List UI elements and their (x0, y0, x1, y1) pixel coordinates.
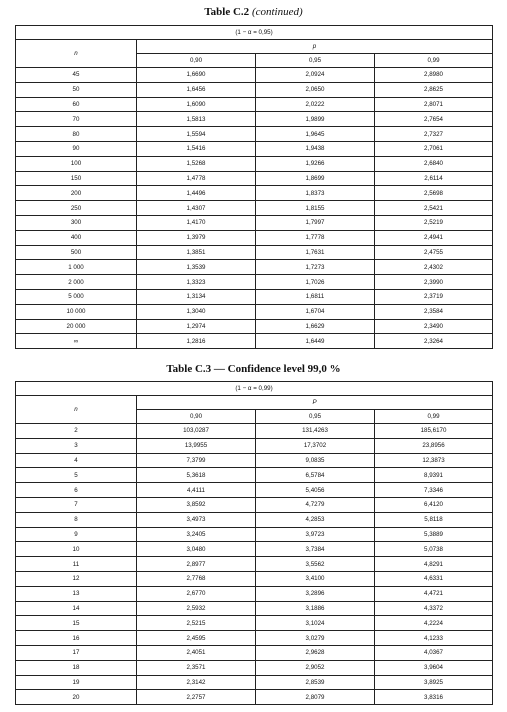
p095-cell: 1,7778 (256, 230, 375, 245)
p099-cell: 2,8625 (375, 82, 493, 97)
p099-cell: 4,0367 (375, 645, 493, 660)
n-cell: 9 (16, 527, 137, 542)
n-cell: 14 (16, 601, 137, 616)
p099-cell: 5,0738 (375, 542, 493, 557)
p090-cell: 3,0480 (137, 542, 256, 557)
n-cell: 70 (16, 112, 137, 127)
table-row (16, 675, 493, 690)
p099-cell: 4,1233 (375, 631, 493, 646)
p099-cell: 4,2224 (375, 616, 493, 631)
p099-cell: 4,8291 (375, 557, 493, 572)
n-cell: 80 (16, 127, 137, 142)
n-cell: 2 000 (16, 275, 137, 290)
table-row (16, 127, 493, 142)
n-cell: 10 (16, 542, 137, 557)
p095-cell: 6,5784 (256, 468, 375, 483)
table-row (16, 319, 493, 334)
table-row (16, 156, 493, 171)
table-row (16, 304, 493, 319)
p090-cell: 3,2405 (137, 527, 256, 542)
p095-cell: 1,6629 (256, 319, 375, 334)
p090-cell: 1,4307 (137, 201, 256, 216)
table-row (16, 571, 493, 586)
p090-cell: 1,5594 (137, 127, 256, 142)
p095-cell: 4,7279 (256, 497, 375, 512)
p099-cell: 4,4721 (375, 586, 493, 601)
p095-cell: 3,9723 (256, 527, 375, 542)
p095-cell: 1,8155 (256, 201, 375, 216)
p099-cell: 3,8316 (375, 690, 493, 705)
n-cell: 16 (16, 631, 137, 646)
p095-cell: 2,0924 (256, 68, 375, 83)
n-cell: 18 (16, 660, 137, 675)
p099-cell: 2,7327 (375, 127, 493, 142)
p090-cell: 1,4170 (137, 215, 256, 230)
p090-cell: 1,5268 (137, 156, 256, 171)
p090-cell: 2,5932 (137, 601, 256, 616)
n-cell: 60 (16, 97, 137, 112)
n-cell: 1 000 (16, 260, 137, 275)
p090-cell: 2,6770 (137, 586, 256, 601)
p099-cell: 2,5698 (375, 186, 493, 201)
table-c3-confidence-header: (1 − α = 0,99) (16, 382, 493, 396)
table-row (16, 497, 493, 512)
p099-cell: 3,8925 (375, 675, 493, 690)
table-c3-p-col-3: 0,99 (375, 410, 493, 424)
p095-cell: 3,1024 (256, 616, 375, 631)
p090-cell: 3,8592 (137, 497, 256, 512)
p095-cell: 1,7026 (256, 275, 375, 290)
table-row (16, 186, 493, 201)
p099-cell: 5,3889 (375, 527, 493, 542)
table-c3 (15, 381, 493, 705)
table-row (16, 527, 493, 542)
p099-cell: 4,3372 (375, 601, 493, 616)
table-row (16, 141, 493, 156)
p090-cell: 7,3799 (137, 453, 256, 468)
p099-cell: 2,3490 (375, 319, 493, 334)
n-cell: 11 (16, 557, 137, 572)
n-cell: 250 (16, 201, 137, 216)
table-row (16, 512, 493, 527)
p090-cell: 2,2757 (137, 690, 256, 705)
p090-cell: 1,6690 (137, 68, 256, 83)
p090-cell: 1,2974 (137, 319, 256, 334)
n-cell: 150 (16, 171, 137, 186)
p095-cell: 131,4263 (256, 424, 375, 439)
p090-cell: 1,3851 (137, 245, 256, 260)
p095-cell: 17,3702 (256, 438, 375, 453)
p099-cell: 2,7654 (375, 112, 493, 127)
n-cell: 20 000 (16, 319, 137, 334)
p099-cell: 2,5421 (375, 201, 493, 216)
table-c2 (15, 25, 493, 349)
table-row (16, 112, 493, 127)
p090-cell: 1,3979 (137, 230, 256, 245)
n-cell: 6 (16, 483, 137, 498)
table-row (16, 468, 493, 483)
table-row (16, 601, 493, 616)
p095-cell: 1,9266 (256, 156, 375, 171)
n-cell: 500 (16, 245, 137, 260)
p095-cell: 3,0279 (256, 631, 375, 646)
p099-cell: 2,4755 (375, 245, 493, 260)
p090-cell: 1,3040 (137, 304, 256, 319)
n-cell: 400 (16, 230, 137, 245)
n-cell: 4 (16, 453, 137, 468)
p095-cell: 2,9628 (256, 645, 375, 660)
p099-cell: 2,6840 (375, 156, 493, 171)
n-cell: 5 (16, 468, 137, 483)
p099-cell: 2,3264 (375, 334, 493, 349)
table-row (16, 557, 493, 572)
p090-cell: 1,6456 (137, 82, 256, 97)
p099-cell: 2,7061 (375, 141, 493, 156)
p095-cell: 2,9052 (256, 660, 375, 675)
p095-cell: 1,6811 (256, 289, 375, 304)
n-cell: 2 (16, 424, 137, 439)
n-cell: 10 000 (16, 304, 137, 319)
table-row (16, 260, 493, 275)
p099-cell: 7,3346 (375, 483, 493, 498)
p095-cell: 2,8539 (256, 675, 375, 690)
n-cell: 19 (16, 675, 137, 690)
p095-cell: 1,6704 (256, 304, 375, 319)
table-row (16, 215, 493, 230)
n-cell: 17 (16, 645, 137, 660)
p090-cell: 3,4973 (137, 512, 256, 527)
p099-cell: 4,6331 (375, 571, 493, 586)
p090-cell: 2,5215 (137, 616, 256, 631)
table-c3-title: Table C.3 — Confidence level 99,0 % (166, 363, 341, 375)
table-c2-p-col-2: 0,95 (256, 54, 375, 68)
p090-cell: 1,5416 (137, 141, 256, 156)
p099-cell: 12,3873 (375, 453, 493, 468)
p090-cell: 1,6090 (137, 97, 256, 112)
table-row (16, 453, 493, 468)
table-row (16, 68, 493, 83)
p090-cell: 1,3323 (137, 275, 256, 290)
p099-cell: 2,8980 (375, 68, 493, 83)
table-row (16, 631, 493, 646)
p095-cell: 1,7631 (256, 245, 375, 260)
table-c2-body (16, 68, 493, 349)
p099-cell: 185,6170 (375, 424, 493, 439)
p095-cell: 9,0835 (256, 453, 375, 468)
p090-cell: 13,9955 (137, 438, 256, 453)
n-cell: 13 (16, 586, 137, 601)
p095-cell: 1,9438 (256, 141, 375, 156)
p095-cell: 3,4100 (256, 571, 375, 586)
p090-cell: 5,3618 (137, 468, 256, 483)
table-c2-confidence-header: (1 − α = 0,95) (16, 26, 493, 40)
table-c3-p-col-1: 0,90 (137, 410, 256, 424)
table-row (16, 483, 493, 498)
p099-cell: 2,5219 (375, 215, 493, 230)
table-c3-body (16, 424, 493, 705)
p090-cell: 2,8977 (137, 557, 256, 572)
p095-cell: 1,6449 (256, 334, 375, 349)
table-row (16, 82, 493, 97)
table-c3-p-header: P (137, 396, 493, 410)
p090-cell: 1,4778 (137, 171, 256, 186)
n-cell: 15 (16, 616, 137, 631)
n-cell: 50 (16, 82, 137, 97)
p099-cell: 23,8956 (375, 438, 493, 453)
table-c2-title-main: Table C.2 (204, 6, 250, 18)
table-c2-n-header: n (16, 40, 137, 68)
n-cell: 3 (16, 438, 137, 453)
p090-cell: 2,3571 (137, 660, 256, 675)
n-cell: 20 (16, 690, 137, 705)
p090-cell: 2,3142 (137, 675, 256, 690)
p090-cell: 2,4051 (137, 645, 256, 660)
n-cell: 7 (16, 497, 137, 512)
p090-cell: 1,2816 (137, 334, 256, 349)
table-row (16, 171, 493, 186)
table-c3-n-header: n (16, 396, 137, 424)
p095-cell: 1,8373 (256, 186, 375, 201)
table-row (16, 616, 493, 631)
p095-cell: 4,2853 (256, 512, 375, 527)
table-row (16, 289, 493, 304)
p095-cell: 3,5562 (256, 557, 375, 572)
table-c2-title-suffix: (continued) (251, 6, 303, 18)
table-row (16, 334, 493, 349)
p095-cell: 1,8699 (256, 171, 375, 186)
p095-cell: 3,7384 (256, 542, 375, 557)
p095-cell: 3,2896 (256, 586, 375, 601)
table-row (16, 97, 493, 112)
table-row (16, 586, 493, 601)
p095-cell: 1,7997 (256, 215, 375, 230)
p095-cell: 2,0650 (256, 82, 375, 97)
table-c2-p-header: p (137, 40, 493, 54)
p099-cell: 5,8118 (375, 512, 493, 527)
n-cell: 200 (16, 186, 137, 201)
n-cell: 300 (16, 215, 137, 230)
p090-cell: 103,0287 (137, 424, 256, 439)
p099-cell: 8,9391 (375, 468, 493, 483)
p095-cell: 1,9899 (256, 112, 375, 127)
p099-cell: 2,3990 (375, 275, 493, 290)
p090-cell: 2,7768 (137, 571, 256, 586)
p095-cell: 5,4056 (256, 483, 375, 498)
table-row (16, 424, 493, 439)
table-row (16, 245, 493, 260)
p095-cell: 2,8079 (256, 690, 375, 705)
p095-cell: 1,9645 (256, 127, 375, 142)
p090-cell: 1,3539 (137, 260, 256, 275)
p099-cell: 2,4941 (375, 230, 493, 245)
p090-cell: 2,4595 (137, 631, 256, 646)
table-row (16, 660, 493, 675)
table-row (16, 275, 493, 290)
table-c2-title (0, 6, 507, 18)
p090-cell: 1,5813 (137, 112, 256, 127)
table-row (16, 230, 493, 245)
n-cell: ∞ (16, 334, 137, 349)
table-c3-p-col-2: 0,95 (256, 410, 375, 424)
n-cell: 45 (16, 68, 137, 83)
table-row (16, 690, 493, 705)
p095-cell: 3,1886 (256, 601, 375, 616)
p095-cell: 1,7273 (256, 260, 375, 275)
p090-cell: 1,3134 (137, 289, 256, 304)
p099-cell: 2,4302 (375, 260, 493, 275)
n-cell: 100 (16, 156, 137, 171)
table-row (16, 201, 493, 216)
table-row (16, 438, 493, 453)
p099-cell: 2,8071 (375, 97, 493, 112)
table-row (16, 645, 493, 660)
n-cell: 90 (16, 141, 137, 156)
p099-cell: 6,4120 (375, 497, 493, 512)
n-cell: 8 (16, 512, 137, 527)
p099-cell: 2,3719 (375, 289, 493, 304)
table-c2-p-col-1: 0,90 (137, 54, 256, 68)
table-c2-p-col-3: 0,99 (375, 54, 493, 68)
p099-cell: 3,9604 (375, 660, 493, 675)
n-cell: 12 (16, 571, 137, 586)
p095-cell: 2,0222 (256, 97, 375, 112)
n-cell: 5 000 (16, 289, 137, 304)
p099-cell: 2,3584 (375, 304, 493, 319)
p099-cell: 2,6114 (375, 171, 493, 186)
table-row (16, 542, 493, 557)
p090-cell: 1,4496 (137, 186, 256, 201)
p090-cell: 4,4111 (137, 483, 256, 498)
